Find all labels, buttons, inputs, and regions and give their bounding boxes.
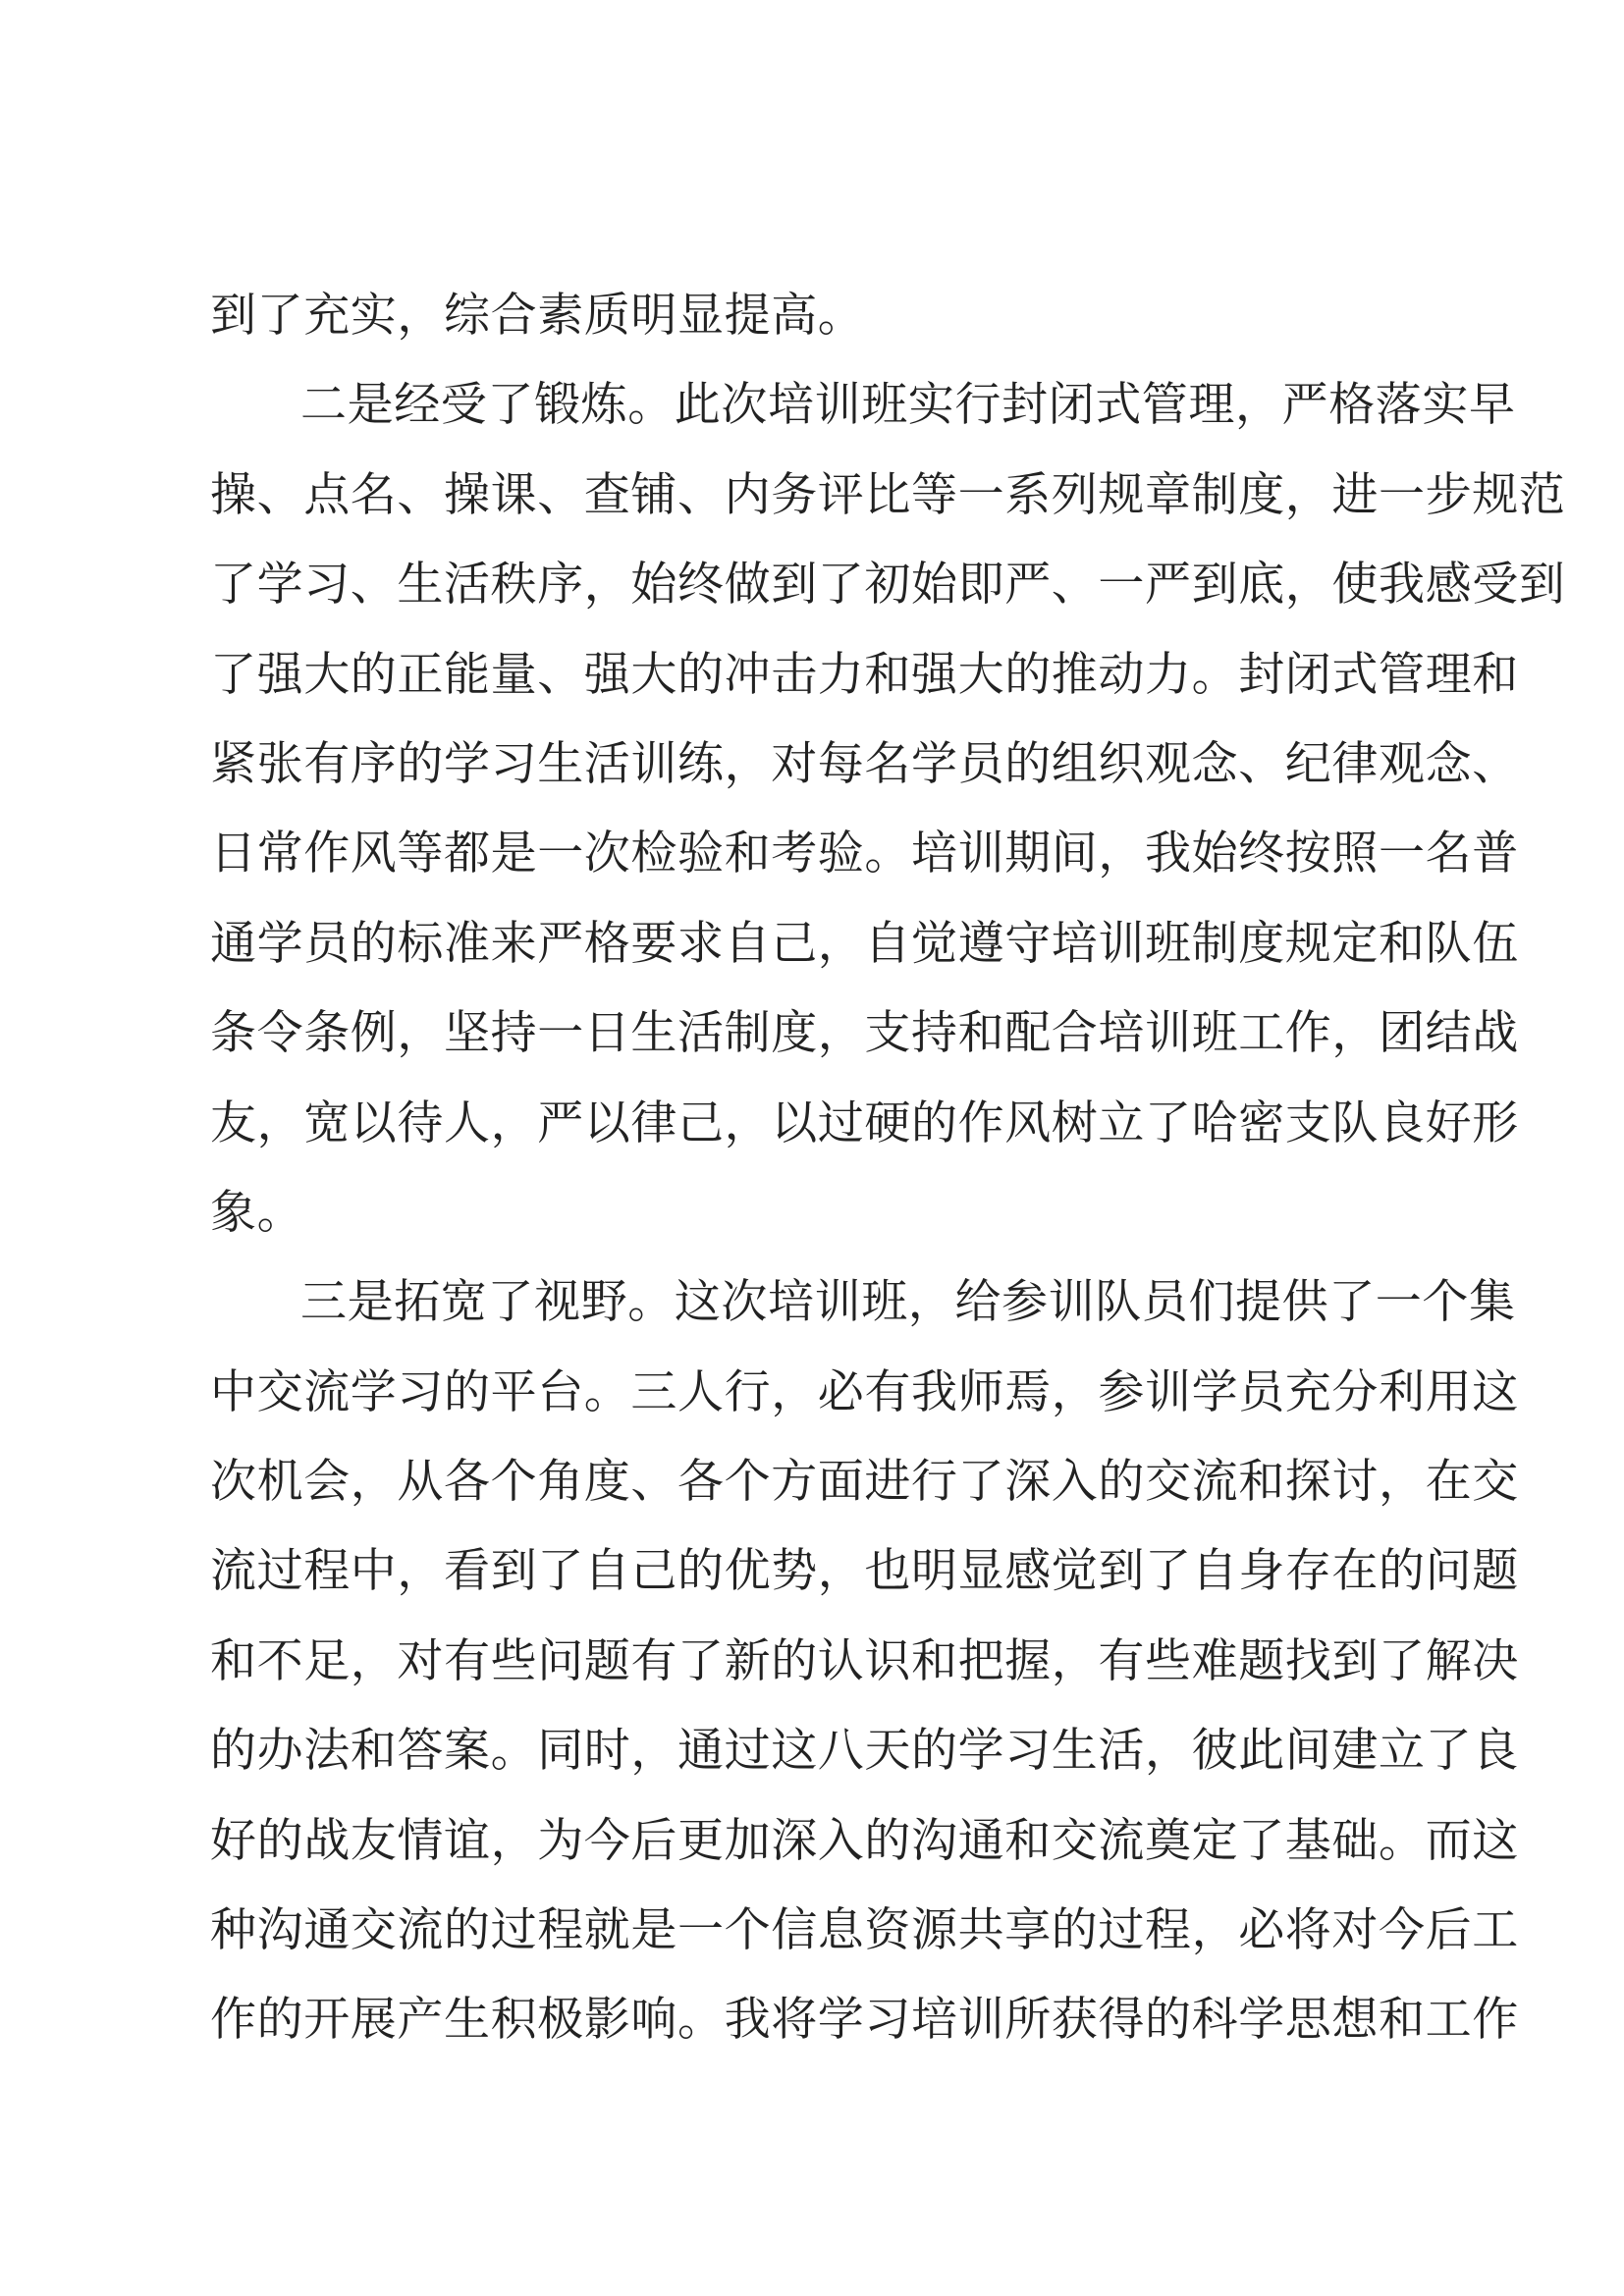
- text-line: 和不足，对有些问题有了新的认识和把握，有些难题找到了解决: [210, 1633, 1519, 1688]
- text-line: 条令条例，坚持一日生活制度，支持和配合培训班工作，团结战: [210, 1006, 1519, 1061]
- text-line: 日常作风等都是一次检验和考验。培训期间，我始终按照一名普: [210, 827, 1519, 881]
- text-line: 种沟通交流的过程就是一个信息资源共享的过程，必将对今后工: [210, 1903, 1519, 1958]
- text-line: 好的战友情谊，为今后更加深入的沟通和交流奠定了基础。而这: [210, 1813, 1519, 1868]
- text-line: 友，宽以待人，严以律己，以过硬的作风树立了哈密支队良好形: [210, 1095, 1519, 1150]
- document-body: [210, 271, 1566, 2065]
- paragraph-start-line: 三是拓宽了视野。这次培训班，给参训队员们提供了一个集: [300, 1275, 1516, 1330]
- text-line: 通学员的标准来严格要求自己，自觉遵守培训班制度规定和队伍: [210, 916, 1519, 971]
- text-line: 到了充实，综合素质明显提高。: [210, 289, 865, 343]
- paragraph-start-line: 二是经受了锻炼。此次培训班实行封闭式管理，严格落实早: [300, 378, 1516, 433]
- text-line: 作的开展产生积极影响。我将学习培训所获得的科学思想和工作: [210, 1993, 1519, 2048]
- text-line: 次机会，从各个角度、各个方面进行了深入的交流和探讨，在交: [210, 1455, 1519, 1510]
- text-line: 了学习、生活秩序，始终做到了初始即严、一严到底，使我感受到: [210, 558, 1566, 613]
- text-line: 紧张有序的学习生活训练，对每名学员的组织观念、纪律观念、: [210, 736, 1519, 791]
- text-line: 的办法和答案。同时，通过这八天的学习生活，彼此间建立了良: [210, 1724, 1519, 1779]
- text-line: 流过程中，看到了自己的优势，也明显感觉到了自身存在的问题: [210, 1544, 1519, 1599]
- text-line: 了强大的正能量、强大的冲击力和强大的推动力。封闭式管理和: [210, 647, 1519, 702]
- text-line: 中交流学习的平台。三人行，必有我师焉，参训学员充分利用这: [210, 1364, 1519, 1419]
- text-line: 操、点名、操课、查铺、内务评比等一系列规章制度，进一步规范: [210, 467, 1566, 522]
- text-line: 象。: [210, 1185, 304, 1240]
